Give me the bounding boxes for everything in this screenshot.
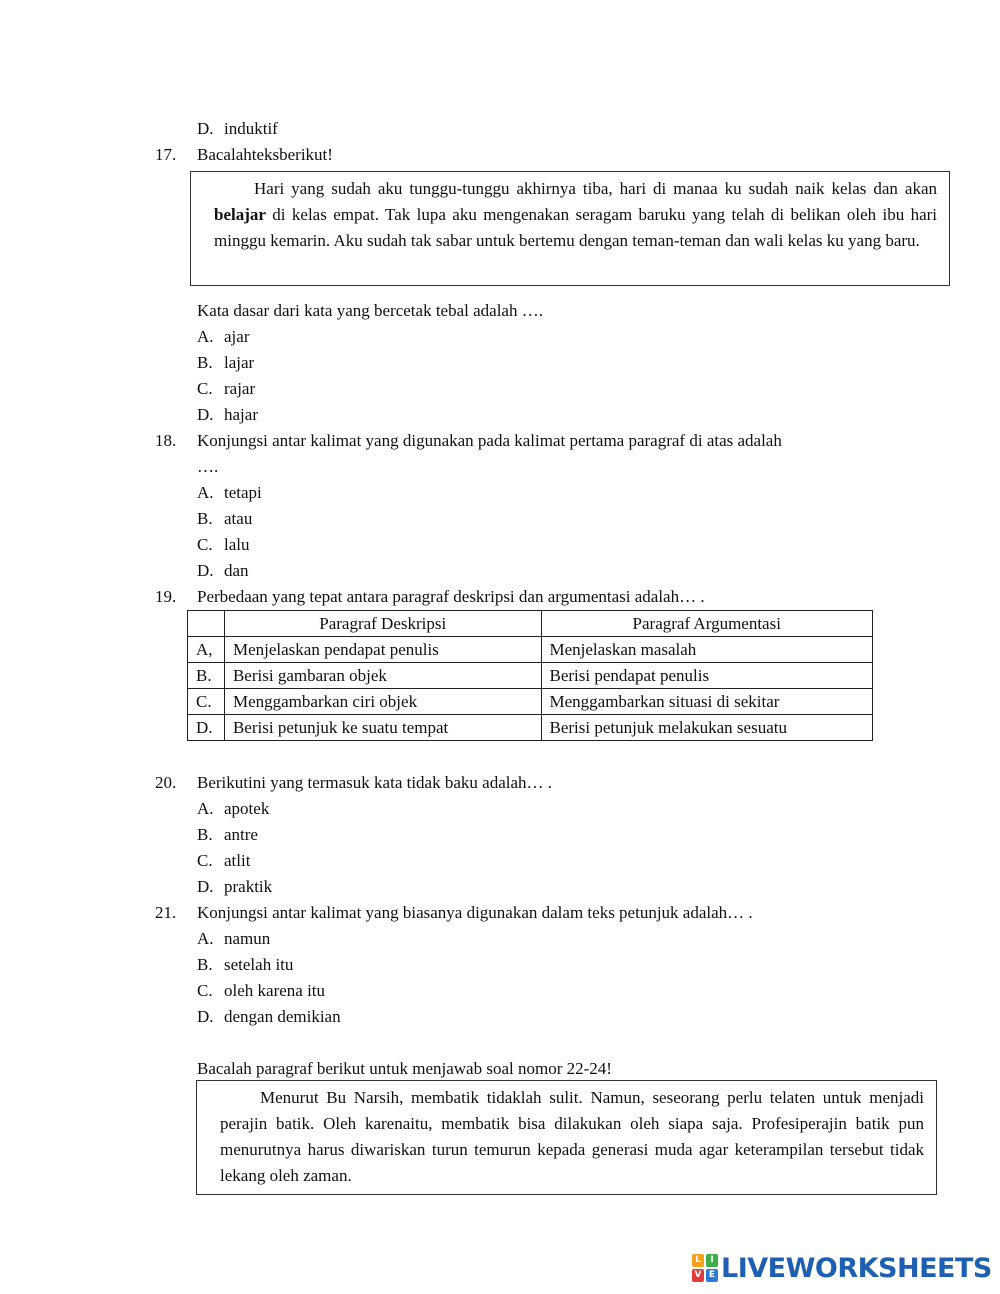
q16-option-d: D. induktif (197, 119, 278, 138)
q21-option-a[interactable]: A. namun (197, 929, 271, 948)
q18-option-b[interactable]: B. atau (197, 509, 253, 528)
q20-number: 20. (155, 773, 177, 792)
logo-mark-cell: I (706, 1254, 718, 1267)
q17-option-a[interactable]: A. ajar (197, 327, 250, 346)
table-header-cell: Paragraf Deskripsi (224, 611, 541, 637)
q17-passage-box (190, 171, 950, 286)
table-cell-letter: B. (188, 663, 225, 689)
q18-option-d[interactable]: D. dan (197, 561, 249, 580)
q17-question: Kata dasar dari kata yang bercetak tebal adalah …. (197, 301, 543, 320)
logo-mark-cell: L (692, 1254, 704, 1267)
table-header-row (188, 611, 873, 637)
q17-passage: Hari yang sudah aku tunggu-tunggu akhirnya tiba, hari di manaa ku sudah naik kelas dan akan belajar di kelas empat. Tak lupa aku mengenakan seragam baruku yang telah di belikan oleh ibu hari minggu kemarin. Aku sudah tak sabar untuk bertemu dengan teman-teman dan wali kelas ku yang baru. (214, 179, 937, 250)
bold-word: belajar (214, 205, 266, 224)
q18-question: Konjungsi antar kalimat yang digunakan pada kalimat pertama paragraf di atas adalah (197, 431, 782, 450)
q21-option-c[interactable]: C. oleh karena itu (197, 981, 326, 1000)
logo-mark-cell: V (692, 1269, 704, 1282)
logo-mark-cell: E (706, 1269, 718, 1282)
q18-number: 18. (155, 431, 177, 450)
table-cell-letter: A, (188, 637, 225, 663)
reading-passage: Menurut Bu Narsih, membatik tidaklah sulit. Namun, seseorang perlu telaten untuk menjadi perajin batik. Oleh karenaitu, membatik bisa dilakukan oleh siapa saja. Profesiperajin batik pun menurutnya harus diwariskan turun temurun kepada generasi muda agar keterampilan tersebut tidak lekang oleh zaman. (220, 1088, 924, 1185)
q21-number: 21. (155, 903, 177, 922)
reading-instruction: Bacalah paragraf berikut untuk menjawab soal nomor 22-24! (197, 1059, 612, 1078)
table-cell-letter: D. (188, 715, 225, 741)
q18-option-c[interactable]: C. lalu (197, 535, 250, 554)
logo-mark-icon (692, 1254, 718, 1282)
q17-instruction: Bacalahteksberikut! (197, 145, 333, 164)
q21-option-b[interactable]: B. setelah itu (197, 955, 294, 974)
table-cell-deskripsi: Berisi petunjuk ke suatu tempat (224, 715, 541, 741)
q17-number: 17. (155, 145, 177, 164)
q21-question: Konjungsi antar kalimat yang biasanya digunakan dalam teks petunjuk adalah… . (197, 903, 753, 922)
table-cell-deskripsi: Berisi gambaran objek (224, 663, 541, 689)
table-header-cell: Paragraf Argumentasi (541, 611, 873, 637)
q17-option-b[interactable]: B. lajar (197, 353, 255, 372)
table-cell-deskripsi: Menggambarkan ciri objek (224, 689, 541, 715)
q19-comparison-table (187, 610, 873, 741)
q19-number: 19. (155, 587, 177, 606)
logo-text: LIVEWORKSHEETS (721, 1252, 992, 1284)
table-row[interactable] (188, 637, 873, 663)
q17-option-d[interactable]: D. hajar (197, 405, 258, 424)
q18-question-cont: …. (197, 457, 219, 476)
table-cell-argumentasi: Berisi petunjuk melakukan sesuatu (541, 715, 873, 741)
q18-option-a[interactable]: A. tetapi (197, 483, 262, 502)
q20-option-a[interactable]: A. apotek (197, 799, 270, 818)
q19-question: Perbedaan yang tepat antara paragraf deskripsi dan argumentasi adalah… . (197, 587, 705, 606)
q20-option-c[interactable]: C. atlit (197, 851, 251, 870)
q21-option-d[interactable]: D. dengan demikian (197, 1007, 341, 1026)
table-cell-deskripsi: Menjelaskan pendapat penulis (224, 637, 541, 663)
table-cell-argumentasi: Menggambarkan situasi di sekitar (541, 689, 873, 715)
table-cell-letter: C. (188, 689, 225, 715)
table-cell-argumentasi: Menjelaskan masalah (541, 637, 873, 663)
q20-option-b[interactable]: B. antre (197, 825, 258, 844)
table-cell-argumentasi: Berisi pendapat penulis (541, 663, 873, 689)
table-header-cell (188, 611, 225, 637)
q20-question: Berikutini yang termasuk kata tidak baku adalah… . (197, 773, 553, 792)
table-row[interactable] (188, 663, 873, 689)
reading-passage-box (196, 1080, 937, 1195)
q17-option-c[interactable]: C. rajar (197, 379, 256, 398)
liveworksheets-logo (692, 1252, 992, 1284)
table-row[interactable] (188, 715, 873, 741)
table-row[interactable] (188, 689, 873, 715)
q20-option-d[interactable]: D. praktik (197, 877, 273, 896)
